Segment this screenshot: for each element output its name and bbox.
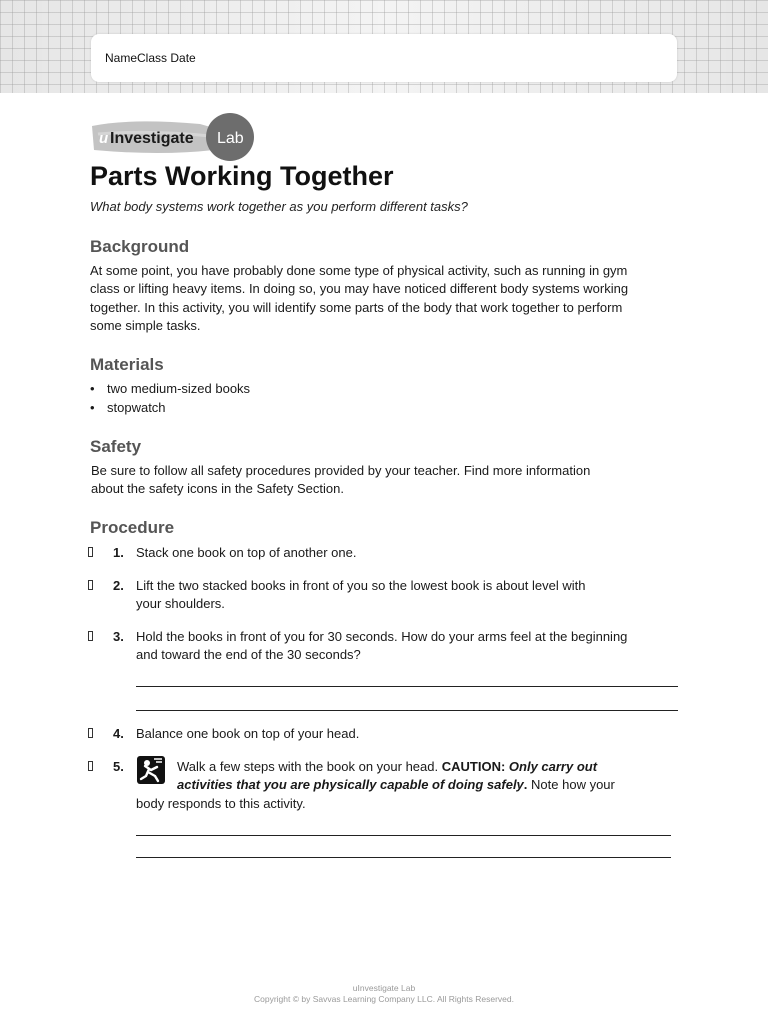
procedure-step-1 bbox=[88, 544, 688, 564]
background-line: At some point, you have probably done some type of physical activity, such as running in gym bbox=[90, 263, 628, 278]
background-line: class or lifting heavy items. In doing so, you may have noticed different body systems working bbox=[90, 281, 629, 297]
step-line: and toward the end of the 30 seconds? bbox=[136, 647, 361, 663]
step-checkbox[interactable] bbox=[88, 761, 93, 771]
step-checkbox[interactable] bbox=[88, 728, 93, 738]
answer-line[interactable] bbox=[136, 857, 671, 858]
step-line: Hold the books in front of you for 30 seconds. How do your arms feel at the beginning bbox=[136, 629, 628, 644]
step5-line1-text: Walk a few steps with the book on your head. bbox=[177, 759, 439, 774]
step-line: body responds to this activity. bbox=[136, 795, 306, 811]
materials-heading: Materials bbox=[90, 355, 164, 374]
step-line: Balance one book on top of your head. bbox=[136, 726, 360, 741]
caution-label: CAUTION: bbox=[441, 759, 506, 774]
step-number: 4. bbox=[113, 726, 124, 741]
step-number: 3. bbox=[113, 629, 124, 644]
step-number: 1. bbox=[113, 545, 124, 560]
safety-paragraph bbox=[91, 462, 681, 499]
step-text bbox=[136, 628, 676, 665]
footer-copyright: Copyright © by Savvas Learning Company LLC. All Rights Reserved. bbox=[254, 994, 514, 1004]
material-text: two medium-sized books bbox=[107, 381, 251, 396]
step-line: Stack one book on top of another one. bbox=[136, 545, 357, 560]
step-number: 5. bbox=[113, 759, 124, 774]
background-line: together. In this activity, you will identify some parts of the body that work together to perform bbox=[90, 299, 623, 315]
safety-line: about the safety icons in the Safety Section. bbox=[91, 481, 344, 497]
caution-period: . bbox=[523, 777, 528, 793]
logo-badge: Lab bbox=[217, 130, 244, 147]
uinvestigate-lab-logo bbox=[90, 112, 260, 162]
step-line: your shoulders. bbox=[136, 596, 225, 612]
logo-prefix: u bbox=[99, 130, 109, 147]
logo-word: Investigate bbox=[110, 130, 194, 147]
step-text bbox=[136, 577, 676, 614]
safety-line: Be sure to follow all safety procedures provided by your teacher. Find more information bbox=[91, 463, 591, 478]
procedure-heading: Procedure bbox=[90, 518, 175, 537]
name-class-date-label: NameClass Date bbox=[105, 51, 196, 65]
footer-title: uInvestigate Lab bbox=[352, 983, 416, 993]
after-italic: Note how your bbox=[527, 777, 615, 793]
page-title: Parts Working Together bbox=[90, 161, 394, 191]
step-checkbox[interactable] bbox=[88, 631, 93, 641]
background-line: some simple tasks. bbox=[90, 317, 201, 333]
safety-heading: Safety bbox=[90, 437, 142, 456]
page-subtitle: What body systems work together as you perform different tasks? bbox=[90, 199, 468, 214]
step-text bbox=[136, 758, 656, 813]
bullet-icon: • bbox=[90, 381, 95, 396]
procedure-step-3 bbox=[88, 628, 688, 666]
caution-italic-1: Only carry out bbox=[508, 759, 598, 774]
caution-person-icon bbox=[136, 755, 166, 785]
step-line bbox=[136, 776, 656, 794]
procedure-step-5 bbox=[88, 758, 688, 814]
step-checkbox[interactable] bbox=[88, 580, 93, 590]
step-checkbox[interactable] bbox=[88, 547, 93, 557]
procedure-step-4 bbox=[88, 725, 688, 745]
list-item bbox=[90, 400, 166, 415]
caution-italic-2: activities that you are physically capable of doing safely bbox=[177, 777, 524, 793]
material-text: stopwatch bbox=[107, 400, 166, 415]
answer-line[interactable] bbox=[136, 835, 671, 836]
step-line bbox=[136, 758, 656, 776]
step-text bbox=[136, 725, 676, 743]
bullet-icon: • bbox=[90, 400, 95, 415]
background-heading: Background bbox=[90, 237, 190, 256]
step-line: Lift the two stacked books in front of you so the lowest book is about level with bbox=[136, 578, 586, 593]
step-number: 2. bbox=[113, 578, 124, 593]
step-text bbox=[136, 544, 676, 562]
name-class-date-box[interactable] bbox=[91, 34, 677, 82]
background-paragraph bbox=[90, 262, 680, 335]
answer-line[interactable] bbox=[136, 710, 678, 711]
answer-line[interactable] bbox=[136, 686, 678, 687]
list-item bbox=[90, 381, 250, 396]
procedure-step-2 bbox=[88, 577, 688, 615]
